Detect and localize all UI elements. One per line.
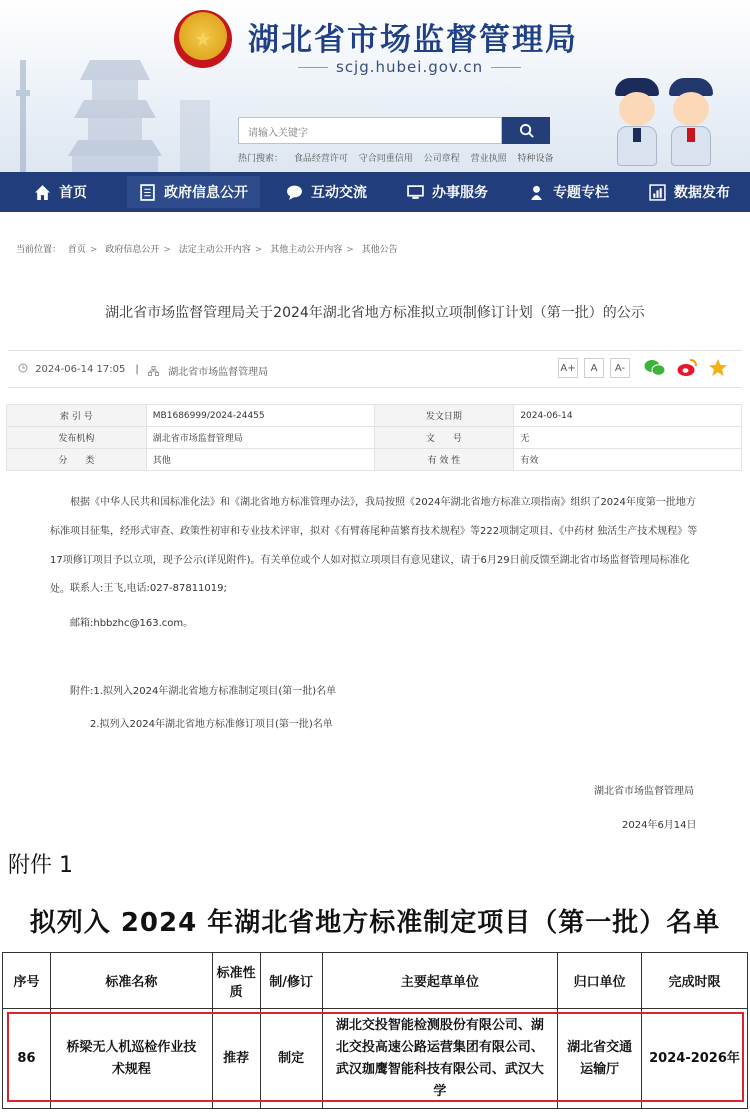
column-header: 标准名称 bbox=[50, 953, 212, 1009]
breadcrumb-link[interactable]: 其他公告 bbox=[361, 245, 398, 255]
info-value: 湖北省市场监督管理局 bbox=[146, 427, 374, 449]
info-value: 2024-06-14 bbox=[514, 405, 742, 427]
info-label: 有 效 性 bbox=[374, 449, 514, 471]
nav-home[interactable]: 首页 bbox=[0, 172, 121, 212]
share-buttons bbox=[644, 358, 728, 378]
info-label: 发文日期 bbox=[374, 405, 514, 427]
column-header: 标准性质 bbox=[212, 953, 260, 1009]
national-emblem-icon: ★ bbox=[174, 10, 232, 68]
breadcrumb-link[interactable]: 法定主动公开内容 bbox=[178, 245, 251, 255]
breadcrumb-link[interactable]: 首页 bbox=[67, 245, 86, 255]
info-label: 发布机构 bbox=[7, 427, 147, 449]
cell-no: 86 bbox=[3, 1009, 51, 1109]
table-row bbox=[3, 1009, 748, 1109]
police-mascot-female bbox=[666, 78, 716, 170]
cell-nature: 推荐 bbox=[212, 1009, 260, 1109]
search-button[interactable] bbox=[502, 117, 550, 144]
home-icon bbox=[34, 184, 51, 201]
nav-interaction[interactable]: 互动交流 bbox=[266, 172, 387, 212]
clock-icon bbox=[18, 363, 28, 373]
column-header: 归口单位 bbox=[558, 953, 642, 1009]
document-icon bbox=[139, 184, 156, 201]
hot-search-label: 热门搜索： bbox=[238, 154, 284, 164]
cell-authority: 湖北省交通运输厅 bbox=[558, 1009, 642, 1109]
site-domain: scjg.hubei.gov.cn bbox=[290, 58, 529, 76]
publish-time: 2024-06-14 17:05 | bbox=[18, 363, 139, 375]
hot-search bbox=[238, 151, 561, 164]
column-header: 完成时限 bbox=[642, 953, 748, 1009]
font-normal-button[interactable]: A bbox=[584, 358, 604, 378]
info-label: 分 类 bbox=[7, 449, 147, 471]
info-value: MB1686999/2024-24455 bbox=[146, 405, 374, 427]
hot-search-link[interactable]: 营业执照 bbox=[470, 154, 507, 164]
attachment-label: 附件 1 bbox=[8, 853, 73, 878]
page-title: 湖北省市场监督管理局关于2024年湖北省地方标准拟立项制修订计划（第一批）的公示 bbox=[105, 305, 645, 321]
weibo-icon[interactable] bbox=[676, 358, 698, 378]
hot-search-link[interactable]: 守合同重信用 bbox=[358, 154, 413, 164]
police-mascot-male bbox=[612, 78, 662, 170]
chat-icon bbox=[286, 184, 303, 201]
attachment-title: 拟列入 2024 年湖北省地方标准制定项目（第一批）名单 bbox=[29, 908, 721, 938]
search-input[interactable]: 请输入关键字 bbox=[238, 117, 502, 144]
font-larger-button[interactable]: A+ bbox=[558, 358, 578, 378]
org-icon bbox=[148, 366, 159, 376]
document-info-table bbox=[6, 404, 742, 471]
breadcrumb: 当前位置： 首页 > 政府信息公开 > 法定主动公开内容 > 其他主动公开内容 > 其他公告 bbox=[16, 245, 398, 255]
info-value: 无 bbox=[514, 427, 742, 449]
font-size-controls bbox=[558, 358, 630, 378]
article-paragraph: 根据《中华人民共和国标准化法》和《湖北省地方标准管理办法》，我局按照《2024年湖北省地方标准立项指南》组织了2024年度第一批地方标准项目征集，经形式审查、政策性初审和专业技术评审，拟对《有臂蒋尾种苗繁育技术规程》等222项制定项目、《中药材 独活生产技术规程》等17项修订项目予以立项，现予公示(详见附件)。有关单位或个人如对拟立项项目有意见建议，请于6月29日前反馈至湖北省市场监督管理局标准化处。 bbox=[50, 497, 698, 595]
info-label: 文 号 bbox=[374, 427, 514, 449]
table-header-row bbox=[3, 953, 748, 1009]
attachment-link[interactable]: 2.拟列入2024年湖北省地方标准修订项目(第一批)名单 bbox=[90, 719, 333, 730]
column-header: 制/修订 bbox=[260, 953, 322, 1009]
site-header bbox=[0, 0, 750, 172]
main-nav bbox=[0, 172, 750, 212]
nav-services[interactable]: 办事服务 bbox=[387, 172, 508, 212]
signature-date: 2024年6月14日 bbox=[622, 820, 697, 831]
hot-search-link[interactable]: 公司章程 bbox=[423, 154, 460, 164]
person-icon bbox=[528, 184, 545, 201]
signature-org: 湖北省市场监督管理局 bbox=[594, 786, 694, 797]
contact-info: 联系人:王飞,电话:027-87811019; bbox=[70, 583, 227, 594]
nav-gov-info[interactable]: 政府信息公开 bbox=[127, 176, 260, 208]
info-value: 有效 bbox=[514, 449, 742, 471]
cell-type: 制定 bbox=[260, 1009, 322, 1109]
cell-deadline: 2024-2026年 bbox=[642, 1009, 748, 1109]
hot-search-link[interactable]: 特种设备 bbox=[517, 154, 554, 164]
cell-name: 桥梁无人机巡检作业技术规程 bbox=[50, 1009, 212, 1109]
chart-icon bbox=[649, 184, 666, 201]
breadcrumb-link[interactable]: 政府信息公开 bbox=[105, 245, 160, 255]
monitor-icon bbox=[407, 184, 424, 201]
publish-source: 湖北省市场监督管理局 bbox=[148, 363, 268, 378]
hot-search-link[interactable]: 食品经营许可 bbox=[293, 154, 348, 164]
favorite-star-icon[interactable] bbox=[708, 358, 728, 378]
attachment-link[interactable]: 附件:1.拟列入2024年湖北省地方标准制定项目(第一批)名单 bbox=[70, 686, 337, 697]
cell-drafter: 湖北交投智能检测股份有限公司、湖北交投高速公路运营集团有限公司、武汉珈鹰智能科技有限公司、武汉大学 bbox=[322, 1009, 558, 1109]
wechat-icon[interactable] bbox=[644, 358, 666, 378]
breadcrumb-link[interactable]: 其他主动公开内容 bbox=[270, 245, 343, 255]
contact-email: 邮箱:hbbzhc@163.com。 bbox=[70, 618, 194, 629]
info-label: 索 引 号 bbox=[7, 405, 147, 427]
nav-data[interactable]: 数据发布 bbox=[629, 172, 750, 212]
info-value: 其他 bbox=[146, 449, 374, 471]
search-icon bbox=[519, 123, 534, 138]
font-smaller-button[interactable]: A- bbox=[610, 358, 630, 378]
nav-topics[interactable]: 专题专栏 bbox=[508, 172, 629, 212]
column-header: 主要起草单位 bbox=[322, 953, 558, 1009]
site-title: 湖北省市场监督管理局 bbox=[248, 22, 578, 58]
standards-table bbox=[2, 952, 748, 1109]
column-header: 序号 bbox=[3, 953, 51, 1009]
breadcrumb-label: 当前位置： bbox=[16, 245, 62, 255]
article-meta-bar bbox=[8, 350, 742, 388]
